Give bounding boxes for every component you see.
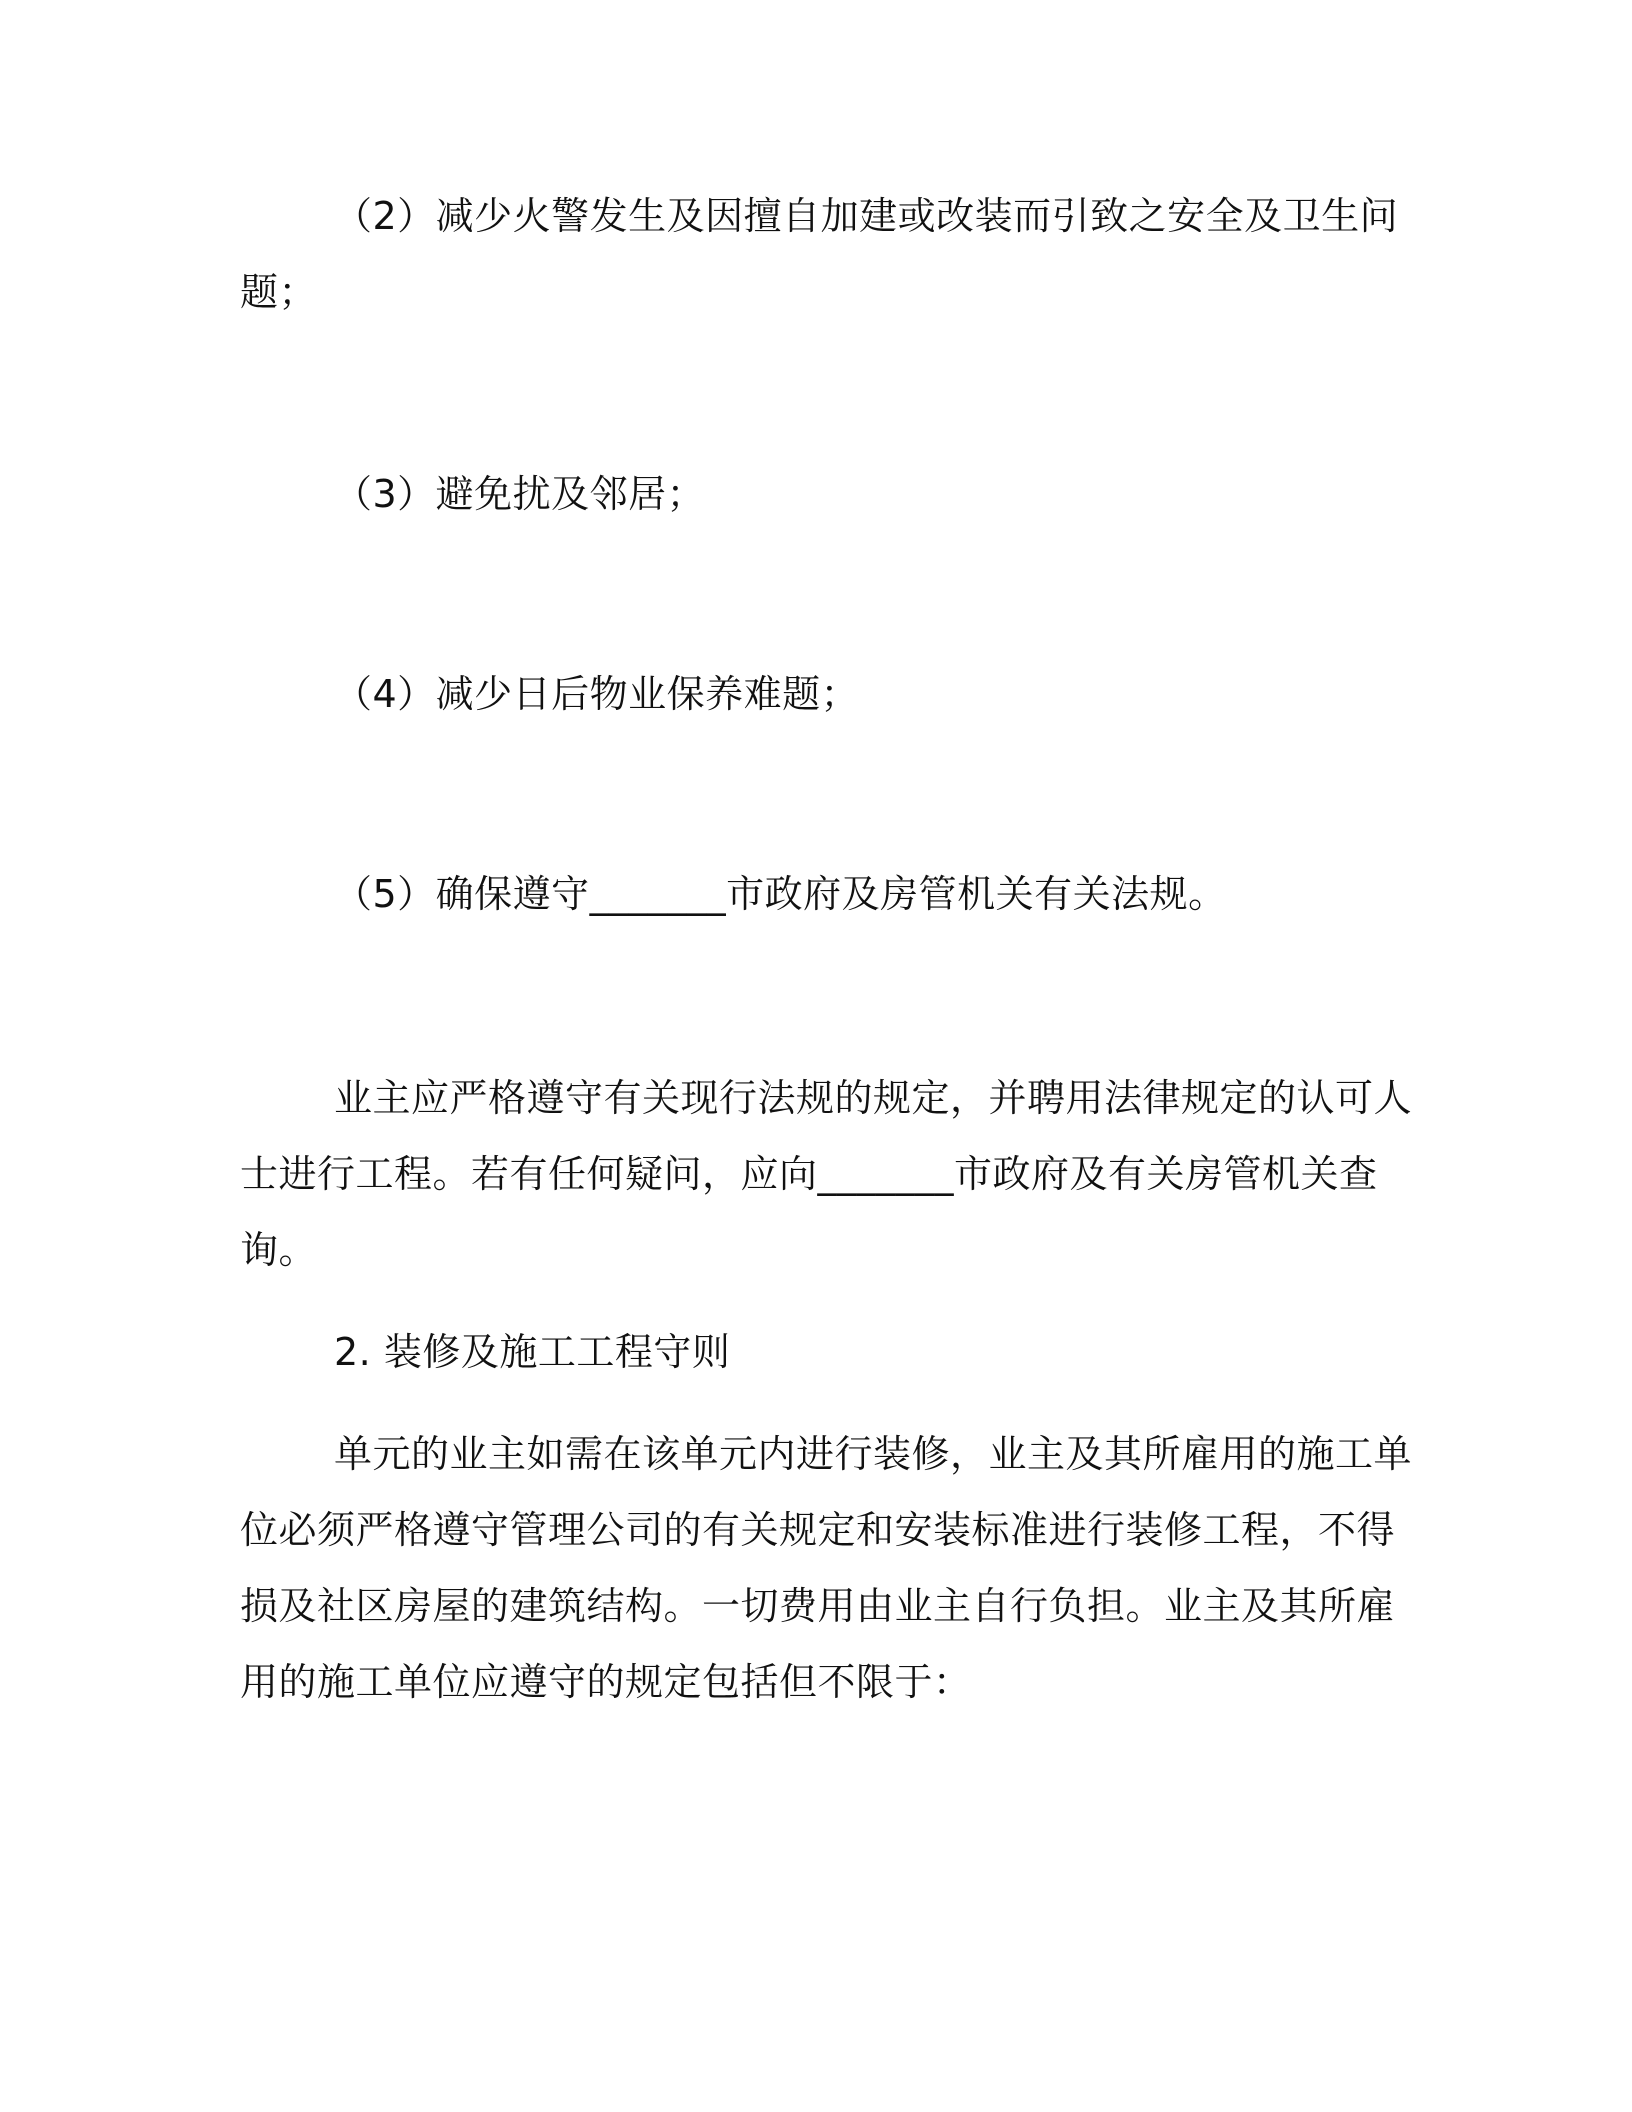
paragraph-2-line-3: 损及社区房屋的建筑结构。一切费用由业主自行负担。业主及其所雇 [240, 1584, 1396, 1628]
section-heading-2: 2. 装修及施工工程守则 [334, 1330, 731, 1374]
list-item-3: （3）避免扰及邻居； [334, 472, 706, 516]
paragraph-1-line-1: 业主应严格遵守有关现行法规的规定，并聘用法律规定的认可人 [334, 1076, 1413, 1120]
list-item-2-continuation: 题； [240, 270, 318, 314]
list-item-2: （2）减少火警发生及因擅自加建或改装而引致之安全及卫生问 [334, 194, 1399, 238]
paragraph-2-line-4: 用的施工单位应遵守的规定包括但不限于： [240, 1660, 972, 1704]
paragraph-2-line-2: 位必须严格遵守管理公司的有关规定和安装标准进行装修工程，不得 [240, 1508, 1396, 1552]
paragraph-2-line-1: 单元的业主如需在该单元内进行装修，业主及其所雇用的施工单 [334, 1432, 1413, 1476]
list-item-5: （5）确保遵守_______市政府及房管机关有关法规。 [334, 872, 1227, 916]
list-item-4: （4）减少日后物业保养难题； [334, 672, 860, 716]
paragraph-1-line-2: 士进行工程。若有任何疑问，应向_______市政府及有关房管机关查 [240, 1152, 1378, 1196]
paragraph-1-line-3: 询。 [240, 1228, 318, 1272]
